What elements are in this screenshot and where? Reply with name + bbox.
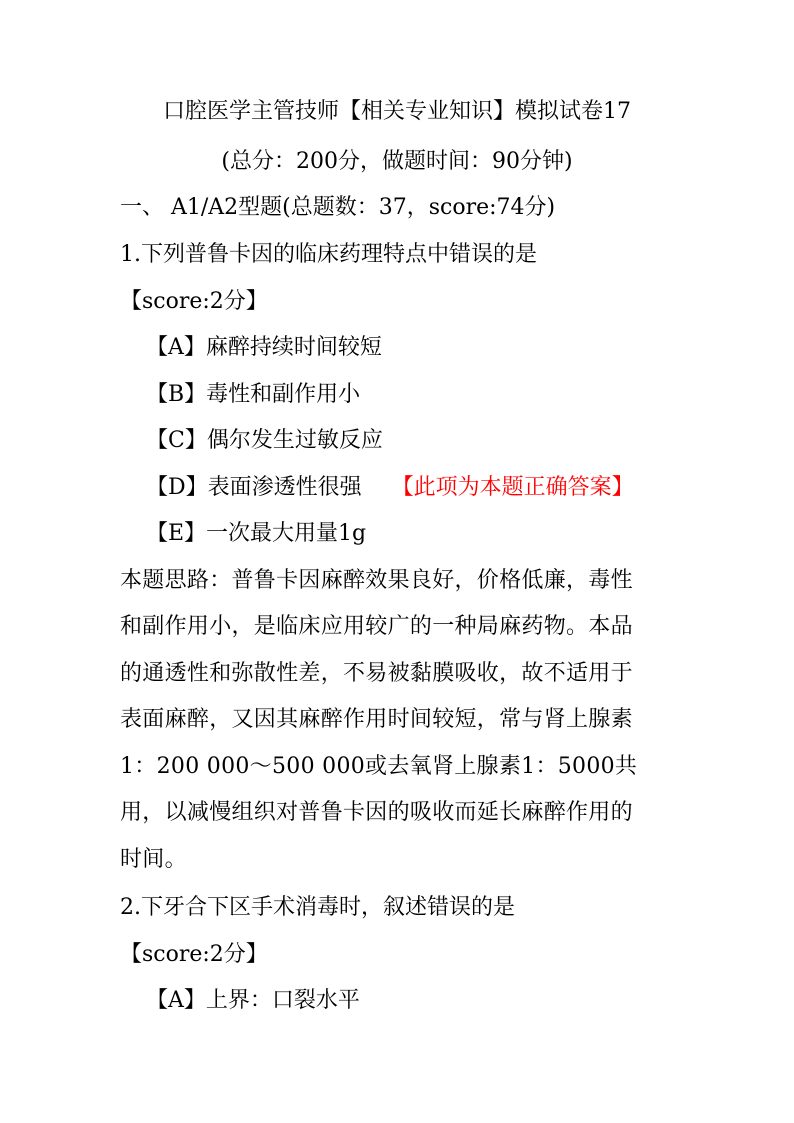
question-2-stem: 2.下牙合下区手术消毒时，叙述错误的是 bbox=[120, 895, 515, 920]
question-1-option-c: 【C】偶尔发生过敏反应 bbox=[146, 428, 383, 453]
explanation-line: 的通透性和弥散性差，不易被黏膜吸收，故不适用于 bbox=[120, 661, 633, 686]
question-1-option-e: 【E】一次最大用量1g bbox=[146, 521, 367, 546]
explanation-line: 时间。 bbox=[120, 847, 187, 872]
explanation-line: 1：200 000～500 000或去氧肾上腺素1：5000共 bbox=[120, 754, 638, 779]
question-1-option-b: 【B】毒性和副作用小 bbox=[146, 382, 361, 407]
question-1-score: 【score:2分】 bbox=[120, 289, 268, 314]
question-1-stem: 1.下列普鲁卡因的临床药理特点中错误的是 bbox=[120, 242, 537, 267]
question-1-option-d: 【D】表面渗透性很强 bbox=[146, 475, 362, 500]
question-2-option-a: 【A】上界：口裂水平 bbox=[146, 988, 360, 1013]
document-subtitle: (总分：200分，做题时间：90分钟) bbox=[221, 149, 573, 174]
explanation-line: 本题思路：普鲁卡因麻醉效果良好，价格低廉，毒性 bbox=[120, 568, 633, 593]
explanation-line: 用，以减慢组织对普鲁卡因的吸收而延长麻醉作用的 bbox=[120, 800, 633, 825]
question-2-score: 【score:2分】 bbox=[120, 942, 268, 967]
section-heading: 一、 A1/A2型题(总题数：37，score:74分) bbox=[120, 195, 556, 220]
correct-answer-mark: 【此项为本题正确答案】 bbox=[391, 475, 634, 500]
document-title: 口腔医学主管技师【相关专业知识】模拟试卷17 bbox=[163, 99, 631, 124]
explanation-line: 表面麻醉，又因其麻醉作用时间较短，常与肾上腺素 bbox=[120, 707, 633, 732]
question-1-option-d-row bbox=[146, 473, 706, 503]
question-1-option-a: 【A】麻醉持续时间较短 bbox=[146, 335, 382, 360]
explanation-line: 和副作用小，是临床应用较广的一种局麻药物。本品 bbox=[120, 614, 633, 639]
